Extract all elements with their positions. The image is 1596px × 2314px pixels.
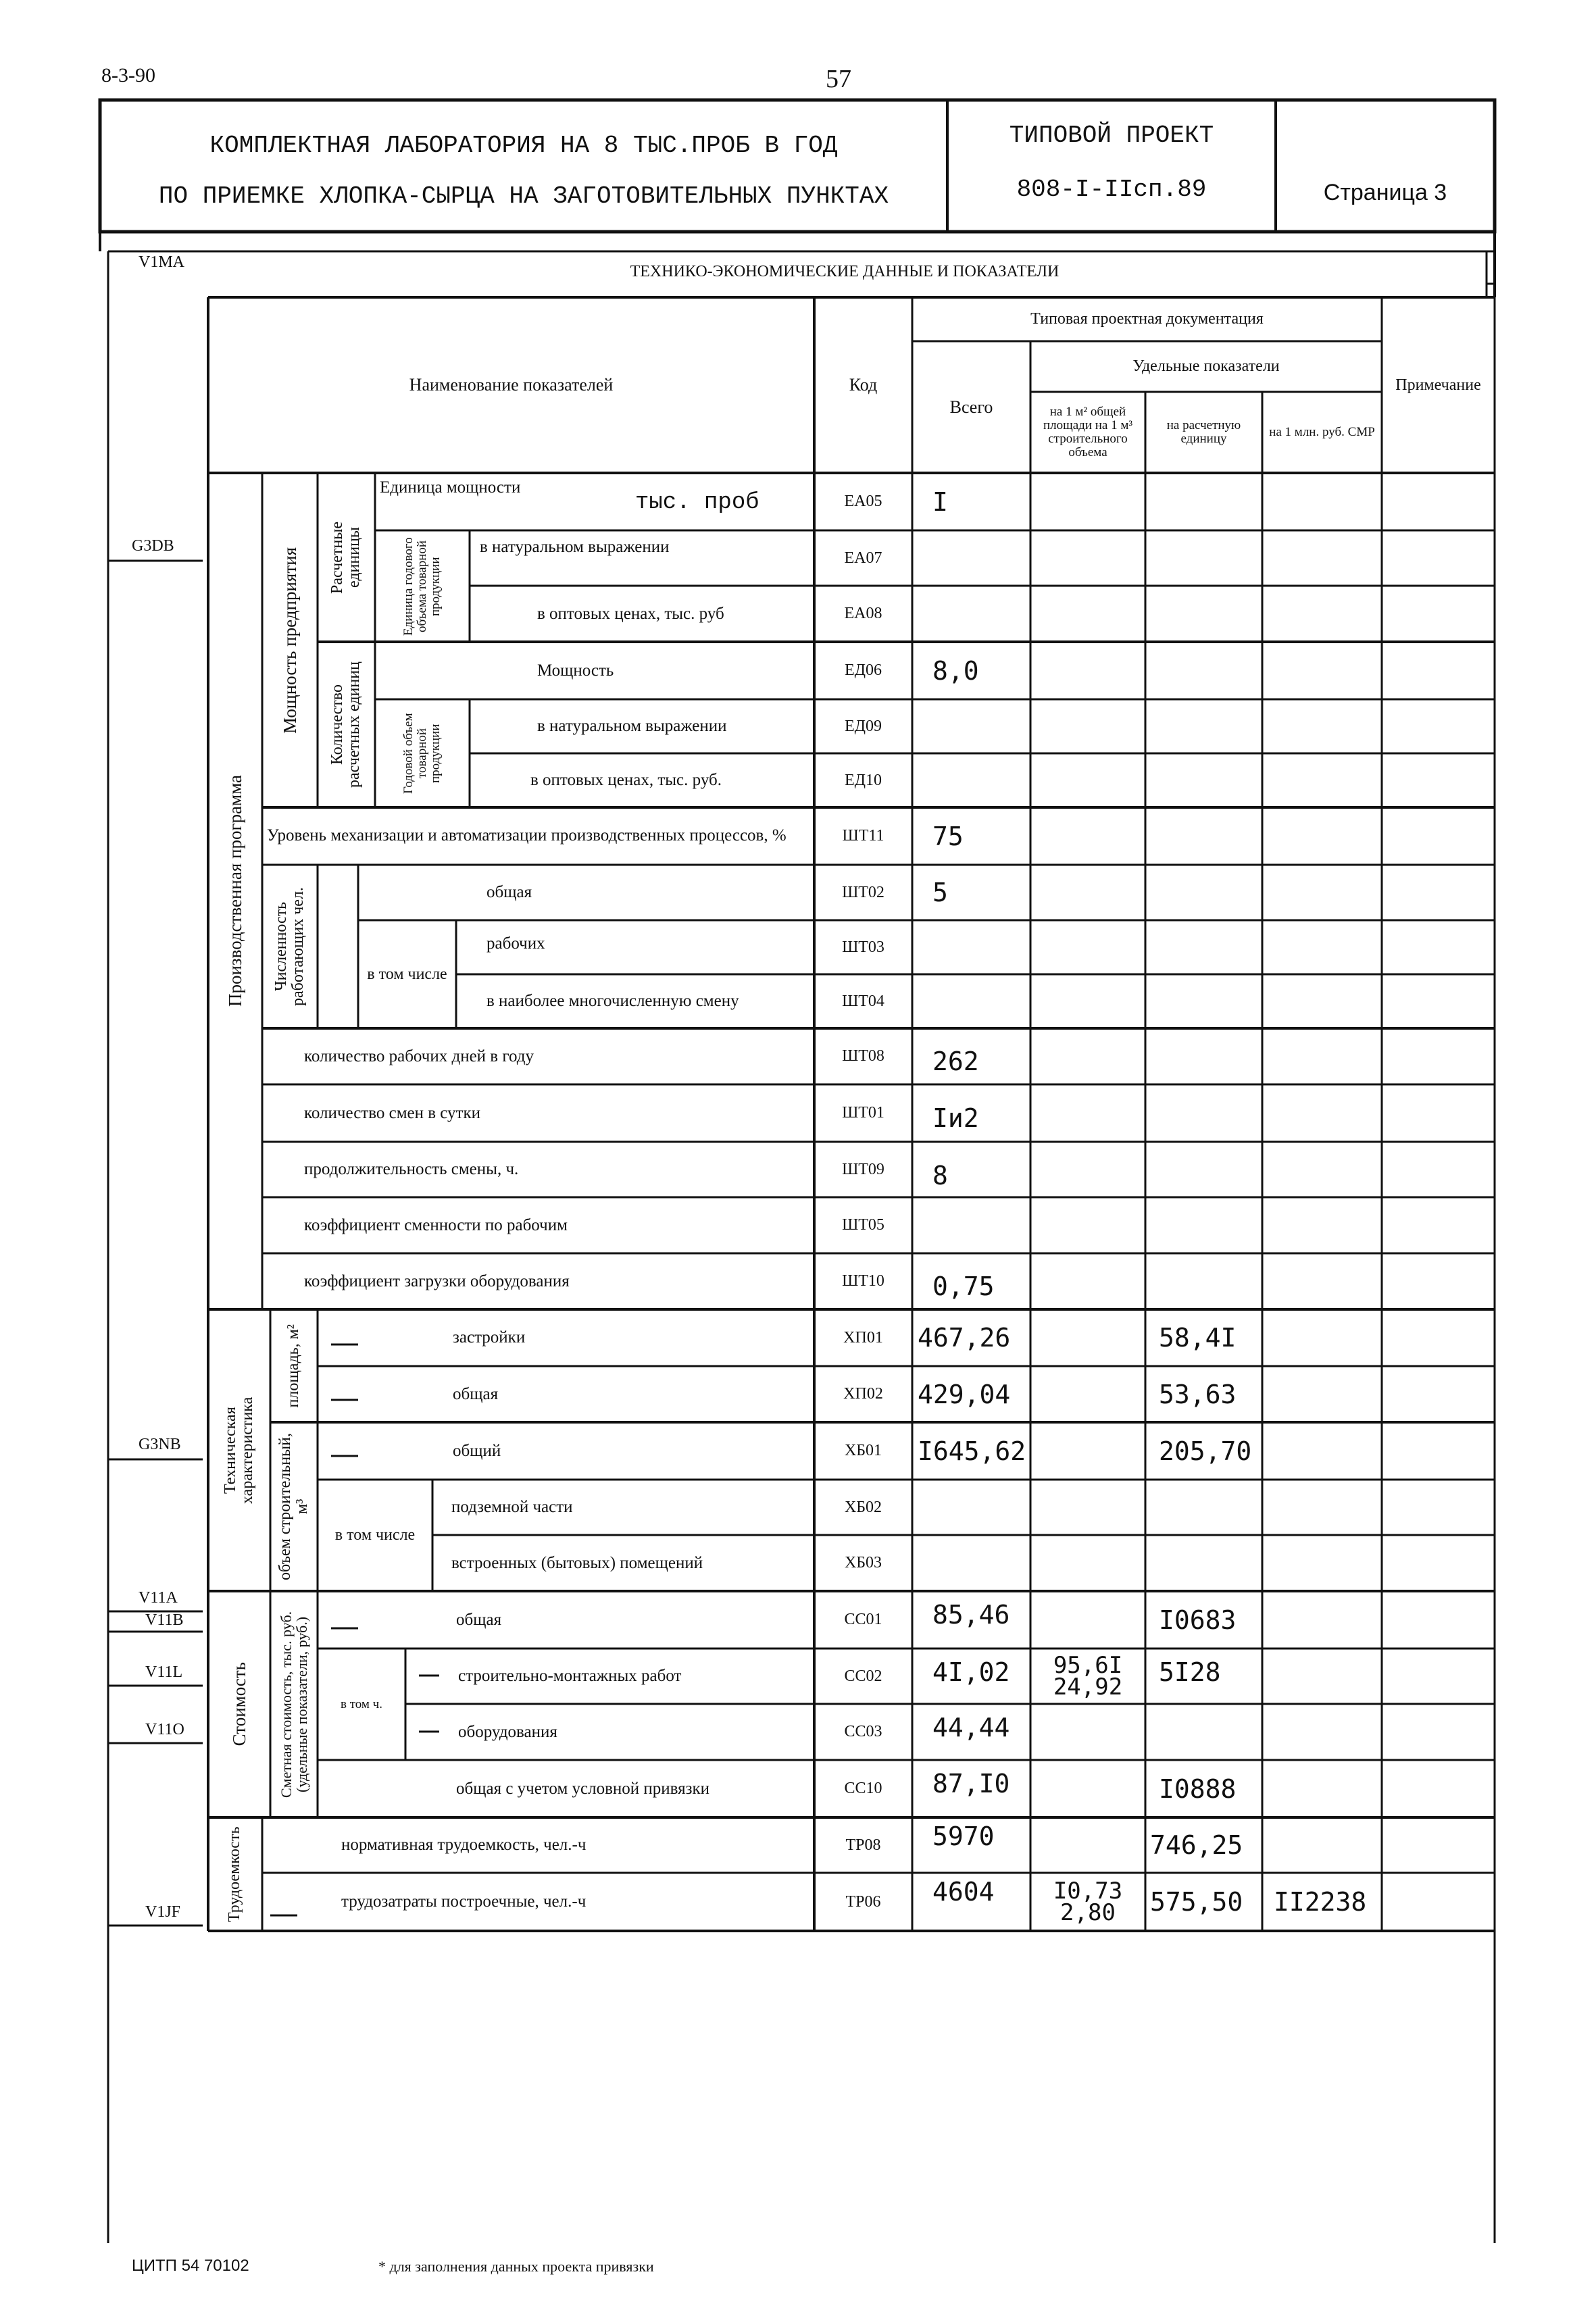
project-number: 808-I-IIсп.89	[1016, 175, 1207, 203]
row-m2b: 2,80	[1060, 1899, 1116, 1926]
row-name: продолжительность смены, ч.	[304, 1160, 519, 1178]
group-incl-1: в том числе	[367, 965, 447, 983]
row-name: Единица мощности	[380, 478, 521, 497]
row-code: ЕА08	[844, 605, 882, 622]
row-code: СС03	[844, 1723, 882, 1740]
row-name: в оптовых ценах, тыс. руб.	[530, 771, 722, 789]
row-name: общая	[456, 1610, 502, 1629]
row-mln-value: II2238	[1274, 1887, 1367, 1917]
group-incl-2: в том числе	[334, 1526, 416, 1544]
row-m2: I0,73	[1053, 1877, 1123, 1905]
group-production: Производственная программа	[224, 775, 245, 1007]
row-unit-value: I0683	[1159, 1605, 1237, 1635]
row-total: 75	[932, 821, 964, 851]
group-calc-units: Расчетные единицы	[328, 521, 364, 594]
group-volume: объем строительный, м³	[276, 1433, 311, 1581]
row-total: 5970	[932, 1821, 995, 1851]
title-line-1: КОМПЛЕКТНАЯ ЛАБОРАТОРИЯ НА 8 ТЫС.ПРОБ В ГОД	[209, 131, 838, 159]
group-workers: Численность работающих чел.	[272, 887, 307, 1006]
page-number: 57	[826, 65, 851, 93]
row-unit-value: 5I28	[1159, 1657, 1221, 1687]
group-estimate: Сметная стоимость, тыс. руб. (удельные показатели, руб.)	[277, 1611, 310, 1798]
group-count-units: Количество расчетных единиц	[328, 661, 364, 788]
group-labor: Трудоемкость	[226, 1826, 244, 1922]
row-code: ШТ02	[842, 883, 884, 901]
row-code: ТР08	[845, 1836, 881, 1854]
row-code: ШТ03	[842, 938, 884, 956]
row-unit-value: I0888	[1159, 1774, 1237, 1804]
row-code: ШТ09	[842, 1160, 884, 1178]
project-type: ТИПОВОЙ ПРОЕКТ	[1009, 121, 1214, 149]
header-note: Примечание	[1395, 376, 1481, 394]
header-total: Всего	[949, 397, 993, 417]
row-total: 8	[932, 1161, 948, 1190]
row-unit: тыс. проб	[635, 490, 759, 515]
row-name: количество смен в сутки	[304, 1103, 481, 1122]
row-code: ЕД09	[844, 717, 882, 735]
row-name: встроенных (бытовых) помещений	[451, 1553, 703, 1572]
row-unit-value: 205,70	[1159, 1436, 1252, 1466]
code-v11o: V11O	[145, 1721, 184, 1738]
row-total: 429,04	[918, 1379, 1011, 1409]
code-g3nb: G3NB	[139, 1436, 181, 1453]
section-title: ТЕХНИКО-ЭКОНОМИЧЕСКИЕ ДАННЫЕ И ПОКАЗАТЕЛИ	[630, 262, 1059, 280]
row-name: общая	[487, 883, 532, 901]
row-name: коэффициент загрузки оборудования	[304, 1272, 570, 1290]
row-name: общий	[453, 1441, 501, 1460]
code-g3db: G3DB	[132, 537, 174, 555]
sheet-label: Страница 3	[1323, 179, 1447, 205]
row-code: ЕА05	[844, 493, 882, 510]
row-total: 44,44	[932, 1713, 1010, 1742]
row-total: 85,46	[932, 1600, 1010, 1630]
row-name: в натуральном выражении	[537, 717, 727, 735]
doc-code: 8-3-90	[101, 64, 155, 86]
row-m2: 95,6I	[1053, 1651, 1123, 1679]
header-per-mln: на 1 млн. руб. СМР	[1269, 425, 1375, 440]
header-typical: Типовая проектная документация	[1030, 310, 1264, 328]
row-total: 4604	[932, 1876, 995, 1907]
row-name: строительно-монтажных работ	[458, 1667, 682, 1685]
row-name: в натуральном выражении	[480, 538, 670, 556]
row-total: 87,I0	[932, 1769, 1010, 1799]
group-area: площадь, м²	[284, 1324, 303, 1408]
row-name: застройки	[453, 1328, 526, 1347]
row-name: в оптовых ценах, тыс. руб	[537, 604, 724, 623]
row-code: ШТ04	[842, 992, 884, 1010]
row-name: трудозатраты построечные, чел.-ч	[341, 1892, 587, 1911]
row-name: рабочих	[487, 934, 545, 953]
group-annual-volume: Годовой объем товарной продукции	[401, 713, 443, 794]
row-name: Мощность	[537, 661, 614, 680]
row-total: 262	[932, 1047, 979, 1076]
row-code: ХП01	[843, 1328, 883, 1347]
row-m2b: 24,92	[1053, 1674, 1123, 1701]
row-code: ШТ05	[842, 1216, 884, 1234]
row-code: ЕД06	[844, 661, 882, 679]
row-code: ХБ03	[844, 1554, 882, 1571]
row-name: количество рабочих дней в году	[304, 1047, 534, 1065]
code-v1ma: V1MA	[139, 253, 185, 271]
group-annual-unit: Единица годового объема товарной продукции	[401, 536, 443, 636]
row-code: СС02	[844, 1667, 882, 1685]
footer-note: * для заполнения данных проекта привязки	[378, 2258, 654, 2275]
row-code: СС01	[844, 1611, 882, 1628]
row-code: ЕА07	[844, 549, 882, 567]
row-code: ТР06	[845, 1892, 881, 1911]
row-code: ХБ02	[844, 1498, 882, 1516]
code-v11b: V11B	[145, 1611, 184, 1629]
row-name: подземной части	[451, 1498, 573, 1516]
footer-stamp: ЦИТП 54 70102	[132, 2257, 249, 2275]
row-name: оборудования	[458, 1722, 557, 1741]
row-code: ШТ11	[842, 827, 884, 845]
header-per-unit: на расчетную единицу	[1166, 418, 1241, 446]
row-name: общая	[453, 1384, 499, 1403]
row-unit-value: 575,50	[1150, 1887, 1243, 1917]
code-v11l: V11L	[145, 1663, 183, 1681]
row-name: в наиболее многочисленную смену	[487, 992, 739, 1010]
row-total: I	[932, 486, 948, 517]
group-capacity: Мощность предприятия	[279, 547, 300, 734]
header-name: Наименование показателей	[409, 375, 614, 395]
row-total: 8,0	[932, 655, 979, 686]
group-incl-3: в том ч.	[341, 1696, 382, 1711]
code-v11a: V11A	[139, 1589, 178, 1607]
row-code: ШТ10	[842, 1272, 884, 1290]
row-total: I645,62	[918, 1436, 1026, 1466]
row-unit-value: 53,63	[1159, 1379, 1237, 1409]
row-code: ХБ01	[844, 1442, 882, 1459]
row-code: ХП02	[843, 1385, 883, 1403]
row-unit-value: 58,4I	[1159, 1323, 1237, 1353]
row-total: 4I,02	[932, 1657, 1010, 1687]
row-code: ЕД10	[844, 771, 882, 789]
row-total: 5	[932, 878, 948, 907]
row-code: ШТ08	[842, 1047, 884, 1065]
row-unit-value: 746,25	[1150, 1830, 1243, 1860]
row-total: 0,75	[932, 1272, 995, 1301]
title-line-2: ПО ПРИЕМКЕ ХЛОПКА-СЫРЦА НА ЗАГОТОВИТЕЛЬНЫХ ПУНКТАХ	[158, 182, 889, 210]
header-code: Код	[849, 375, 878, 395]
group-cost: Стоимость	[228, 1662, 249, 1746]
code-v1jf: V1JF	[145, 1903, 181, 1921]
row-name: Уровень механизации и автоматизации производственных процессов, %	[267, 826, 787, 845]
row-code: СС10	[844, 1780, 882, 1797]
row-code: ШТ01	[842, 1104, 884, 1122]
group-technical: Техническая характеристика	[221, 1397, 256, 1504]
row-name: общая с учетом условной привязки	[456, 1779, 710, 1798]
row-total: 467,26	[918, 1323, 1011, 1353]
row-total: Iи2	[932, 1103, 979, 1133]
row-name: нормативная трудоемкость, чел.-ч	[341, 1836, 587, 1854]
row-name: коэффициент сменности по рабочим	[304, 1215, 568, 1234]
header-per-m2: на 1 м² общей площади на 1 м³ строительного объема	[1043, 405, 1133, 459]
header-specific: Удельные показатели	[1132, 357, 1280, 375]
